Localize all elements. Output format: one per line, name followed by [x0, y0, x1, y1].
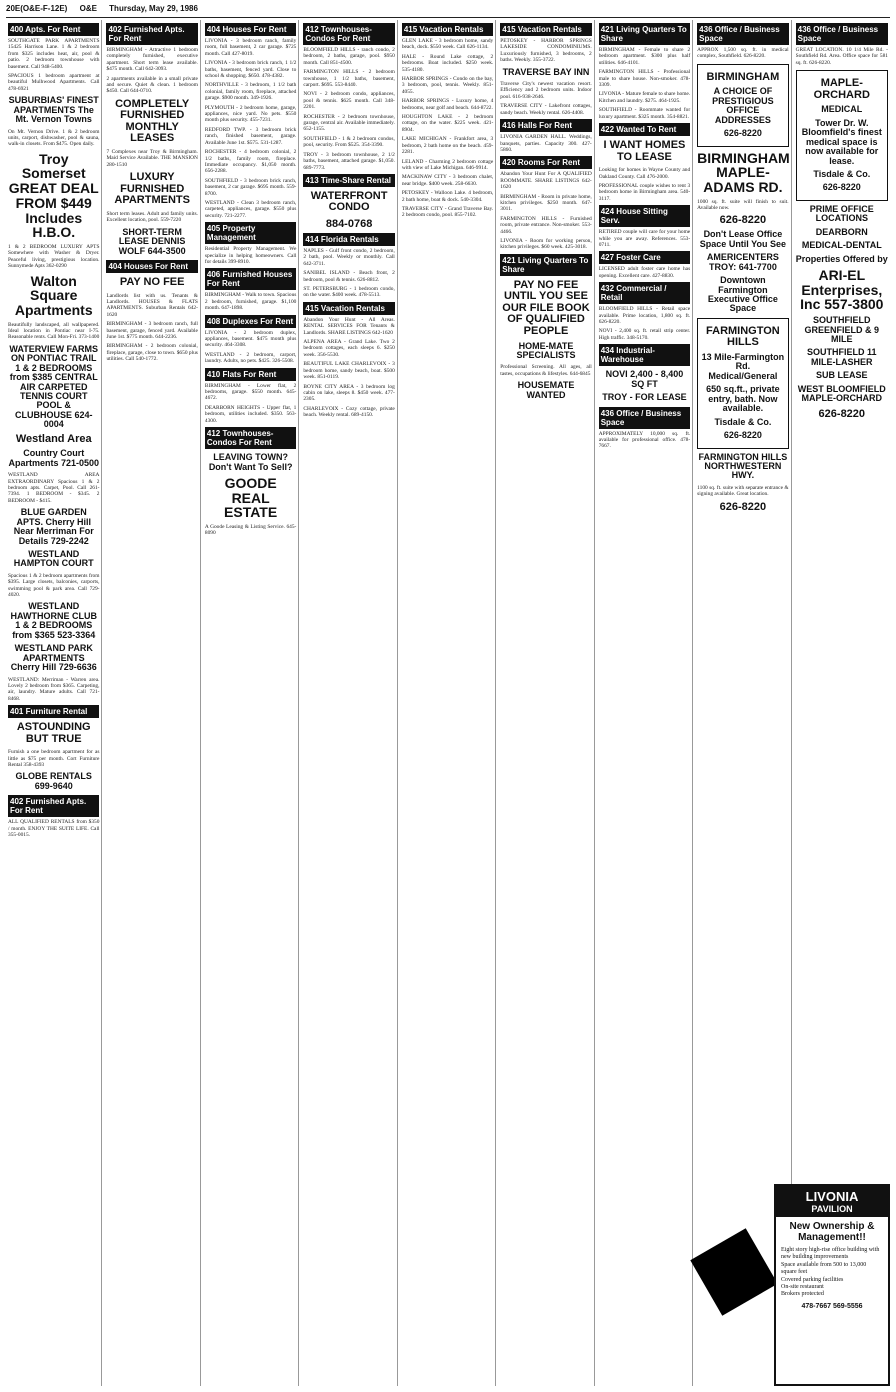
classified-ad: SOUTHFIELD - 1 & 2 bedroom condos, pool, security. From $525. 354-3390.	[303, 135, 395, 149]
classified-ad: SOUTHFIELD - 3 bedroom brick ranch, basement, 2 car garage. $695 month. 559-8700.	[204, 177, 297, 197]
classified-ad: APPROXIMATELY 10,000 sq. ft. available for professional office. 478-7667.	[598, 430, 691, 450]
display-ad-headline: TROY - FOR LEASE	[602, 392, 687, 403]
classified-columns	[6, 20, 890, 1386]
display-ad-headline: ARI-EL Enterprises, Inc 557-3800	[800, 267, 884, 313]
section-heading: 412 Townhouses-Condos For Rent	[205, 427, 296, 449]
boxed-ad-line: 13 Mile-Farmington Rd. Medical/General	[701, 352, 785, 381]
display-ad-headline: Troy Somerset GREAT DEAL FROM $449 Includes H.B.O.	[8, 150, 99, 241]
section-heading: 422 Wanted To Rent	[599, 123, 690, 136]
phone-number: 626-8220	[719, 500, 767, 513]
section-heading: 432 Commercial / Retail	[599, 282, 690, 304]
classified-ad: ST. PETERSBURG - 1 bedroom condo, on the water. $400 week. 478-5513.	[303, 286, 395, 299]
phone-number: 884-0768	[325, 218, 373, 230]
classified-ad: PLYMOUTH - 2 bedroom home, garage, appliances, nice yard. No pets. $550 month plus security. 455-7231.	[204, 104, 297, 124]
section-heading: 404 Houses For Rent	[106, 260, 197, 273]
display-ad-headline: NOVI 2,400 - 8,400 SQ FT	[605, 369, 684, 389]
classified-ad: BIRMINGHAM - 2 bedroom colonial, fireplace, garage, close to town. $650 plus utilities. Call 540-1772.	[106, 343, 198, 363]
display-ad-headline: SOUTHFIELD GREENFIELD & 9 MILE	[804, 315, 880, 344]
classified-ad: LELAND - Charming 2 bedroom cottage with view of Lake Michigan. 646-9914.	[401, 158, 494, 171]
column	[104, 20, 200, 1386]
classified-ad: 2 apartments available in a small private and secure. Quiet & clean. 1 bedroom $450. Call 644-0710.	[106, 75, 198, 95]
classified-ad: Landlords list with us. Tenants & Landlords. HOUSES & FLATS APARTMENTS. Suburban Rentals 642-1620	[106, 292, 198, 318]
column	[695, 20, 791, 1386]
section-heading: 408 Duplexes For Rent	[205, 315, 296, 328]
display-ad-headline: Properties Offered by	[795, 253, 888, 264]
classified-ad: TRAVERSE CITY - Lakefront cottages, sandy beach. Weekly rental. 626-4408.	[500, 103, 592, 116]
display-ad-headline: AMERICENTERS TROY: 641-7700	[706, 252, 779, 272]
classified-ad: SPACIOUS 1 bedroom apartment at beautiful Mulhwood Apartments. Call 478-6921	[8, 73, 100, 92]
classified-ad: TROY - 3 bedroom townhouse, 2 1/2 baths, basement, attached garage. $1,050. 689-7773.	[303, 151, 395, 171]
display-ad-headline: SUBURBIAS' FINEST APARTMENTS The Mt. Vernon Towns	[8, 95, 99, 125]
display-ad-headline: WEST BLOOMFIELD MAPLE-ORCHARD	[797, 383, 886, 404]
phone-number: 626-8220	[719, 214, 767, 227]
classified-ad: LIVONIA - 2 bedroom duplex, appliances, basement. $475 month plus security. 464-3308.	[204, 329, 297, 349]
boxed-ad-line: BIRMINGHAM	[706, 70, 780, 83]
section-heading: 404 Houses For Rent	[205, 23, 296, 36]
column	[6, 20, 102, 1386]
display-ad-headline: Walton Square Apartments	[14, 272, 93, 318]
classified-ad: Looking for homes in Wayne County and Oakland County. Call 476-2000.	[598, 167, 691, 180]
classified-ad: ROCHESTER - 2 bedroom townhouse, garage, central air. Available immediately. 652-1155.	[303, 113, 395, 133]
classified-ad: GREAT LOCATION. 10 1/4 Mile Rd. - Southfield Rd. Area. Office space for 581 sq. ft. 626-8220.	[795, 47, 888, 66]
boxed-ad-line: FARMINGTON HILLS	[706, 324, 780, 349]
display-ad-headline: PRIME OFFICE LOCATIONS	[809, 203, 874, 224]
column	[400, 20, 496, 1386]
boxed-ad-line: MAPLE-ORCHARD	[813, 77, 870, 101]
display-ad-headline: LEAVING TOWN? Don't Want To Sell?	[208, 452, 293, 472]
promo-headline: New Ownership & Management!!	[789, 1221, 875, 1243]
classified-ad: BLOOMFIELD HILLS - Retail space available. Prime location, 1,800 sq. ft. 626-8220.	[598, 306, 691, 326]
classified-ad: LIVONIA - Room for working person, kitchen privileges. $60 week. 425-3018.	[500, 237, 592, 251]
classified-ad: SOUTHFIELD - Roommate wanted for luxury apartment. $325 month. 354-8821.	[598, 107, 691, 120]
classified-ad: Beautifully landscaped, all wallpapered. Ideal location in Pontiac near I-75. Reasonable rents. Call Mon-Fri. 373-1400	[8, 321, 100, 341]
classified-ad: DEARBORN HEIGHTS - Upper flat, 1 bedroom, utilities included. $350. 563-4300.	[204, 404, 297, 424]
display-ad-headline: WESTLAND PARK APARTMENTS Cherry Hill 729-6636	[10, 643, 97, 673]
section-heading: 402 Furnished Apts. For Rent	[106, 23, 197, 45]
section-heading: 402 Furnished Apts. For Rent	[8, 795, 99, 817]
page-header	[6, 4, 890, 18]
classified-ad: LICENSED adult foster care home has opening. Excellent care. 427-8830.	[598, 266, 691, 279]
classified-ad: ALPENA AREA - Grand Lake. Two 2 bedroom cottages, each sleeps 6. $250 week. 356-5530.	[303, 339, 395, 358]
column	[794, 20, 890, 1386]
display-ad-headline: ASTOUNDING BUT TRUE	[16, 721, 91, 745]
column	[597, 20, 693, 1386]
display-ad-headline: Country Court Apartments 721-0500	[8, 448, 99, 468]
display-ad-headline: PAY NO FEE	[119, 276, 185, 289]
classified-ad: HALE - Round Lake cottage, 2 bedrooms. Boat included. $250 week. 535-4180.	[401, 53, 494, 73]
classified-ad: 1100 sq. ft. suite with separate entrance & signing available. Great location.	[697, 484, 789, 498]
classified-ad: HARBOR SPRINGS - Luxury home, 4 bedrooms, near golf and beach. 644-8722.	[401, 98, 494, 111]
classified-ad: Abandon Your Hunt - All Areas. RENTAL SERVICES FOR Tenants & Landlords. SHARE LISTINGS 642-1620	[303, 316, 395, 336]
section-heading: 414 Florida Rentals	[303, 233, 394, 246]
section-heading: 413 Time-Share Rental	[303, 174, 394, 187]
classified-ad: LIVONIA - 3 bedroom brick ranch, 1 1/2 baths, basement, fenced yard. Close to school & shopping. $650. 478-4382.	[204, 60, 297, 80]
section-heading: 427 Foster Care	[599, 251, 690, 264]
display-ad-headline: MEDICAL-DENTAL	[801, 240, 882, 251]
classified-ad: TRAVERSE CITY - Grand Traverse Bay. 2 bedroom condo, pool. 855-7102.	[401, 205, 494, 219]
classified-ad: WESTLAND: Merriman - Warren area. Lovely 2 bedroom from $365. Carpeting, air, laundry. Mature adults. Call 721-8468.	[8, 676, 100, 702]
display-ad-headline: SOUTHFIELD 11 MILE-LASHER	[807, 347, 877, 367]
display-ad-headline: WESTLAND HAWTHORNE CLUB 1 & 2 BEDROOMS from $365 523-3364	[10, 601, 97, 640]
display-ad-headline: FARMINGTON HILLS NORTHWESTERN HWY.	[698, 451, 788, 481]
classified-ad: LIVONIA - Mature female to share home. Kitchen and laundry. $275. 464-1925.	[598, 91, 691, 104]
section-heading: 400 Apts. For Rent	[8, 23, 99, 36]
classified-ad: FARMINGTON HILLS - 2 bedroom townhouse, 1 1/2 baths, basement, carport. $695. 553-8440.	[303, 69, 395, 89]
classified-ad: NAPLES - Gulf front condo, 2 bedroom, 2 bath, pool. Weekly or monthly. Call 642-3711.	[303, 248, 395, 267]
section-heading: 410 Flats For Rent	[205, 368, 296, 381]
classified-ad: LAKE MICHIGAN - Frankfort area, 3 bedroom, 2 bath home on the beach. 459-2281.	[401, 136, 494, 156]
display-ad-headline: LUXURY FURNISHED APARTMENTS	[114, 171, 190, 207]
section-heading: 436 Office / Business Space	[599, 407, 690, 429]
boxed-ad-line: 626-8220	[723, 430, 762, 441]
section-heading: 434 Industrial-Warehouse	[599, 344, 690, 366]
boxed-ad-line: 626-8220	[723, 128, 762, 139]
classified-ad: REDFORD TWP. - 3 bedroom brick ranch, finished basement, garage. Available June 1st. $575. 531-1287.	[204, 126, 297, 146]
classified-ad: Spacious 1 & 2 bedroom apartments from $395. Large closets, balconies, carports, swimming pool & park area. Call 729-4020.	[8, 572, 100, 599]
section-heading: 420 Rooms For Rent	[500, 156, 591, 169]
section-heading: 401 Furniture Rental	[8, 705, 99, 718]
phone-number: 626-8220	[818, 407, 866, 420]
classified-ad: BLOOMFIELD HILLS - ranch condo, 2 bedroom, 2 baths, garage, pool. $950 month. Call 851-4500.	[303, 47, 395, 66]
promo-subtitle: PAVILION	[776, 1204, 888, 1217]
livonia-pavilion-ad	[774, 1184, 890, 1386]
display-ad-headline: SHORT-TERM LEASE DENNIS WOLF 644-3500	[118, 226, 186, 256]
classified-ad: NOVI - 2,400 sq. ft. retail strip center. High traffic. 348-5170.	[598, 328, 691, 341]
classified-ad: Furnish a one bedroom apartment for as little as $75 per month. Cort Furniture Rental 358-4393	[8, 749, 100, 769]
promo-bullets	[776, 1247, 888, 1299]
promo-contact: 478-7667 569-5556	[801, 1302, 863, 1310]
issue-date: Thursday, May 29, 1986	[109, 4, 198, 13]
display-ad-headline: WESTLAND HAMPTON COURT	[13, 548, 94, 569]
section-heading: 415 Vacation Rentals	[303, 302, 394, 315]
classified-ad: FARMINGTON HILLS - Furnished room, private entrance. Non-smoker. 553-4466.	[500, 215, 592, 235]
section-heading: 416 Halls For Rent	[500, 119, 591, 132]
display-ad-headline: HOUSEMATE WANTED	[517, 380, 575, 400]
display-ad-headline: TRAVERSE BAY INN	[502, 66, 590, 77]
classified-ad: Short term leases. Adult and family units. Excellent location, pool. 559-7220	[106, 210, 198, 224]
display-ad-headline: DEARBORN	[815, 226, 868, 237]
display-ad-headline: GOODE REAL ESTATE	[224, 474, 278, 521]
display-ad-headline: BIRMINGHAM MAPLE-ADAMS RD.	[697, 149, 790, 195]
classified-ad: ROCHESTER - 4 bedroom colonial, 2 1/2 baths, family room, fireplace. Immediate occupancy. $1,050 month. 656-2288.	[204, 149, 297, 175]
paper-name: O&E	[79, 4, 97, 13]
section-heading: 421 Living Quarters To Share	[500, 254, 591, 276]
classified-ad: BOYNE CITY AREA - 3 bedroom log cabin on lake, sleeps 8. $450 week. 477-2305.	[303, 383, 395, 403]
classified-ad: GLEN LAKE - 3 bedroom home, sandy beach, dock. $550 week. Call 626-1134.	[401, 38, 494, 51]
column	[301, 20, 397, 1386]
display-ad-headline: COMPLETELY FURNISHED MONTHLY LEASES	[115, 97, 190, 145]
classified-ad: RETIRED couple will care for your home while you are away. References. 553-0711.	[598, 229, 691, 248]
classified-ad: BIRMINGHAM - Female to share 2 bedroom apartment. $300 plus half utilities. 646-4101.	[598, 47, 691, 66]
section-heading: 424 House Sitting Serv.	[599, 205, 690, 227]
classified-ad: WESTLAND - 2 bedroom, carport, laundry. Adults, no pets. $425. 326-5508.	[204, 351, 297, 365]
display-ad-headline: SUB LEASE	[816, 370, 868, 381]
classified-ad: WESTLAND AREA EXTRAORDINARY Spacious 1 & 2 bedroom apts. Carpet, Pool. Call 261-7394. 1 BEDROOM - $345. 2 BEDROOM - $415.	[8, 472, 100, 504]
classified-ad: Professional Screening. All ages, all tastes, occupations & lifestyles. 644-6845	[500, 364, 592, 377]
display-ad-headline: Westland Area	[15, 432, 92, 445]
boxed-ad-line: Tower Dr. W. Bloomfield's finest medical space is now available for lease.	[801, 117, 882, 166]
promo-bullet: On-site restaurant	[781, 1284, 824, 1291]
classified-ad: APPROX 1,500 sq. ft. in medical complex, Southfield. 626-8220.	[697, 47, 789, 60]
classified-ad: 1000 sq. ft. suite will finish to suit. Available now.	[697, 198, 789, 212]
promo-title: LIVONIA	[776, 1186, 888, 1204]
section-heading: 412 Townhouses-Condos For Rent	[303, 23, 394, 45]
section-heading: 436 Office / Business Space	[796, 23, 888, 45]
classified-ad: LIVONIA GARDEN HALL. Weddings, banquets, parties. Capacity 300. 427-5860.	[500, 134, 592, 153]
classified-ad: BEAUTIFUL LAKE CHARLEVOIX - 3 bedroom home, sandy beach, boat. $500 week. 851-0119.	[303, 361, 395, 381]
boxed-ad	[697, 318, 788, 449]
classified-ad: BIRMINGHAM - Attractive 1 bedroom completely furnished, executive apartment. Short term lease available. $475 month. Call 642-3093.	[106, 47, 198, 73]
display-ad-headline: Don't Lease Office Space Until You See	[699, 229, 786, 249]
classified-ad: BIRMINGHAM - Room in private home, kitchen privileges. $250 month. 647-3011.	[500, 193, 592, 213]
classified-ad: WESTLAND - Clean 3 bedroom ranch, carpeted, appliances, garage. $550 plus security. 721-2277.	[204, 199, 297, 219]
section-heading: 405 Property Management	[205, 222, 296, 244]
classified-ad: BIRMINGHAM - Lower flat, 2 bedrooms, garage. $550 month. 645-4672.	[204, 382, 297, 402]
boxed-ad-line: A CHOICE OF PRESTIGIOUS OFFICE ADDRESSES	[712, 86, 774, 125]
classified-ad: PETOSKEY - HARBOR SPRINGS LAKESIDE CONDOMINIUMS. Luxuriously furnished, 3 bedrooms, 2 baths. Weekly. 355-3722.	[500, 38, 592, 64]
classified-ad: 1 & 2 BEDROOM LUXURY APTS Somewhere with Washer & Dryer. Peaceful living, prestigious location. Sunnymede Apts 362-0290	[8, 243, 100, 270]
display-ad-headline: HOME-MATE SPECIALISTS	[516, 340, 576, 360]
boxed-ad-line: Tisdale & Co.	[714, 416, 772, 427]
column	[498, 20, 594, 1386]
promo-bullet: Space available from 500 to 13,000 square feet	[781, 1261, 867, 1276]
column	[203, 20, 299, 1386]
display-ad-headline: PAY NO FEE UNTIL YOU SEE OUR FILE BOOK OF QUALIFIED PEOPLE	[502, 278, 590, 337]
boxed-ad	[697, 64, 788, 147]
classified-ad: BIRMINGHAM - Walk to town. Spacious 2 bedroom, furnished, garage. $1,100 month. 647-1898.	[204, 292, 297, 312]
display-ad-headline: WATERFRONT CONDO	[310, 189, 388, 214]
display-ad-headline: BLUE GARDEN APTS. Cherry Hill Near Merriman For Details 729-2242	[13, 507, 94, 546]
classified-ad: CHARLEVOIX - Cozy cottage, private beach. Weekly rental. 689-4150.	[303, 405, 395, 419]
boxed-ad-line: 626-8220	[822, 182, 861, 193]
classified-ad: Residential Property Management. We specialize in helping homeowners. Call for details 399-8910.	[204, 246, 297, 265]
classified-ad: A Goode Leasing & Listing Service. 645-8090	[204, 524, 297, 537]
section-heading: 406 Furnished Houses For Rent	[205, 268, 296, 290]
display-ad-headline: WATERVIEW FARMS ON PONTIAC TRAIL 1 & 2 BEDROOMS from $385 CENTRAL AIR CARPETED TENNIS COURT POOL & CLUBHOUSE 624-0004	[9, 343, 99, 430]
classified-ad: SANIBEL ISLAND - Beach front, 2 bedroom, pool & tennis. 626-8812.	[303, 270, 395, 283]
classified-ad: Traverse City's newest vacation resort. Efficiency and 2 bedroom units. Indoor pool. 616-938-2646.	[500, 81, 592, 100]
classified-ad: FARMINGTON HILLS - Professional male to share house. Non-smoker. 478-3309.	[598, 69, 691, 89]
promo-bullet: Eight story high-rise office building with new building improvements	[781, 1247, 880, 1261]
display-ad-headline: Downtown Farmington Executive Office Space	[707, 275, 778, 314]
classified-ad: PETOSKEY - Walloon Lake. 4 bedroom, 2 bath home, boat & dock. 540-3304.	[401, 190, 494, 203]
classified-ad: BIRMINGHAM - 3 bedroom ranch, full basement, garage, fenced yard. Available June 1st. $775 month. 644-2236.	[106, 321, 198, 340]
classified-ad: PROFESSIONAL couple wishes to rent 3 bedroom home in Birmingham area. 540-3117.	[598, 182, 691, 202]
promo-bullet: Brokers protected	[781, 1291, 824, 1298]
classified-ad: ALL QUALIFIED RENTALS from $350 / month. ENJOY THE SUITE LIFE. Call 355-0015.	[8, 819, 100, 839]
classified-ad: HARBOR SPRINGS - Condo on the bay, 3 bedroom, pool, tennis. Weekly. 851-4055.	[401, 76, 494, 95]
display-ad-headline: I WANT HOMES TO LEASE	[603, 139, 686, 163]
section-heading: 415 Vacation Rentals	[402, 23, 493, 36]
classified-ad: NOVI - 2 bedroom condo, appliances, pool & tennis. $625 month. Call 348-2201.	[303, 91, 395, 111]
classified-ad: 7 Complexes near Troy & Birmingham. Maid Service Available. THE MANSION 280-1510	[106, 149, 198, 168]
classified-ad: SOUTHGATE PARK APARTMENTS 15425 Harrison Lane. 1 & 2 bedroom from $325 includes heat, air, pool & patio. 2 bedroom townhouse with basement. Call 948-5400.	[8, 38, 100, 70]
classified-ad: Abandon Your Hunt For A QUALIFIED ROOMMATE. SHARE LISTINGS 642-1620	[500, 171, 592, 191]
display-ad-headline: GLOBE RENTALS 699-9640	[15, 771, 92, 791]
classified-ad: HOUGHTON LAKE - 2 bedroom cottage, on the water. $225 week. 421-8904.	[401, 114, 494, 133]
boxed-ad-line: Tisdale & Co.	[813, 168, 871, 179]
classified-ad: LIVONIA - 3 bedroom ranch, family room, full basement, 2 car garage. $725 month. Call 427-8019.	[204, 38, 297, 57]
classified-ad: MACKINAW CITY - 3 bedroom chalet, near bridge. $400 week. 258-6630.	[401, 174, 494, 187]
boxed-ad-line: 650 sq.ft., private entry, bath. Now available.	[706, 384, 780, 414]
classified-ad: On Mt. Vernon Drive. 1 & 2 bedroom units, carport, dishwasher, pool & sauna, walk-in closets. From $475. Open daily.	[8, 128, 100, 148]
section-heading: 415 Vacation Rentals	[500, 23, 591, 36]
boxed-ad-line: MEDICAL	[821, 104, 863, 115]
section-heading: 421 Living Quarters To Share	[599, 23, 690, 45]
boxed-ad	[796, 70, 888, 201]
page-number: 20E(O&E-F-12E)	[6, 4, 68, 13]
classified-ad: NORTHVILLE - 3 bedroom, 1 1/2 bath colonial, family room, fireplace, attached garage. $900 month. 349-1926.	[204, 82, 297, 102]
section-heading: 436 Office / Business Space	[697, 23, 788, 45]
promo-bullet: Covered parking facilities	[781, 1276, 844, 1283]
